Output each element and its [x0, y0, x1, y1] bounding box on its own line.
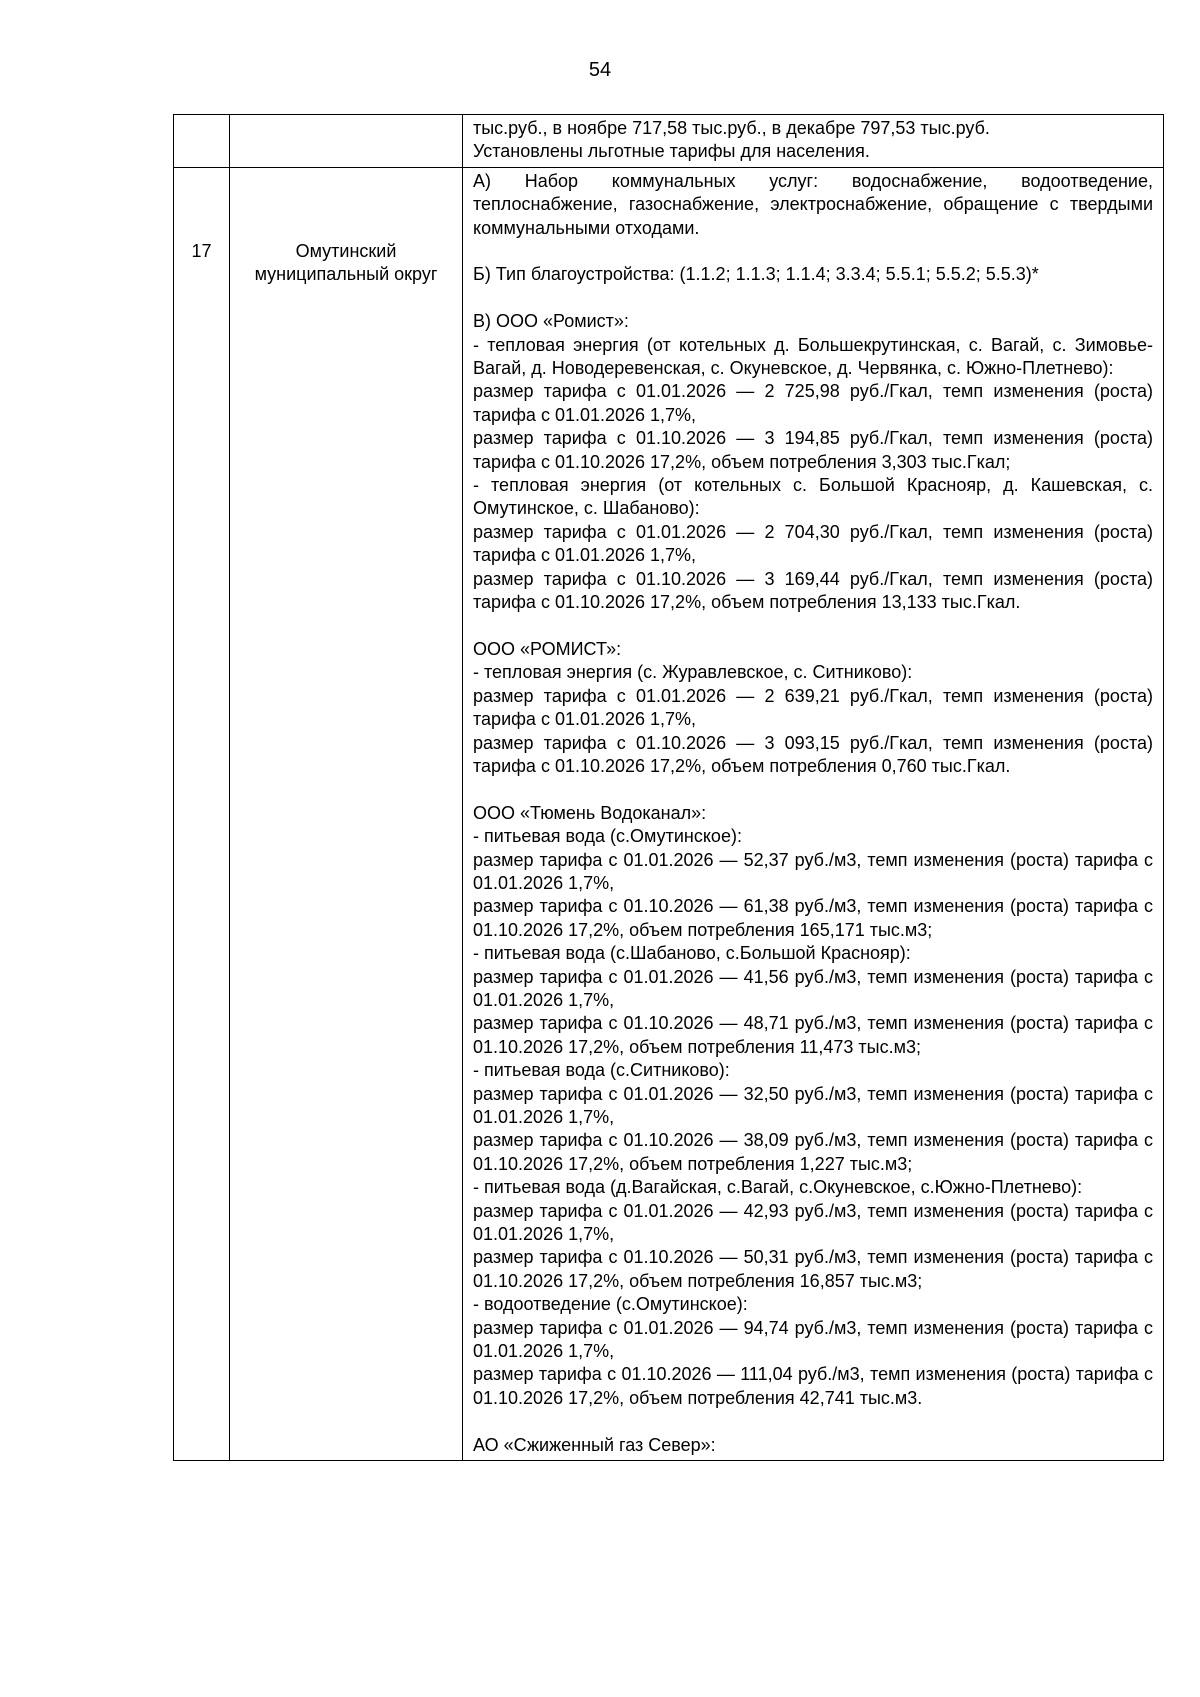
page-number: 54 [588, 59, 612, 81]
paragraph: А) Набор коммунальных услуг: водоснабжение, водоотведение, теплоснабжение, газоснабжение, электроснабжение, обращение с твердыми коммунальными отходами. [473, 170, 1153, 238]
section-services [473, 170, 1153, 240]
paragraph: В) ООО «Ромист»: [473, 311, 629, 332]
paragraph: Б) Тип благоустройства: (1.1.2; 1.1.3; 1.1.4; 3.3.4; 5.5.1; 5.5.2; 5.5.3)* [473, 264, 1039, 285]
section-liquefied-gas [473, 1434, 1153, 1457]
table-row-continuation [174, 115, 1164, 168]
paragraph: размер тарифа с 01.10.2026 — 61,38 руб./м3, темп изменения (роста) тарифа с 01.10.2026 17,2%, объем потребления 165,171 тыс.м3; [473, 896, 1153, 940]
paragraph: - тепловая энергия (от котельных с. Большой Краснояр, д. Кашевская, с. Омутинское, с. Шабаново): [473, 475, 1153, 519]
cell-content-continuation [463, 115, 1164, 168]
continuation-line: Установлены льготные тарифы для населения. [473, 141, 870, 162]
cell-row-number: 17 [174, 167, 230, 1460]
section-romist-heat [473, 310, 1153, 614]
section-gap [473, 287, 1153, 310]
paragraph: размер тарифа с 01.01.2026 — 2 639,21 руб./Гкал, темп изменения (роста) тарифа с 01.01.2026 1,7%, [473, 685, 1153, 730]
paragraph: - питьевая вода (с.Шабаново, с.Большой Краснояр): [473, 943, 911, 964]
paragraph: размер тарифа с 01.10.2026 — 50,31 руб./м3, темп изменения (роста) тарифа с 01.10.2026 17,2%, объем потребления 16,857 тыс.м3; [473, 1247, 1153, 1291]
paragraph: ООО «Тюмень Водоканал»: [473, 802, 707, 823]
paragraph: размер тарифа с 01.01.2026 — 52,37 руб./м3, темп изменения (роста) тарифа с 01.01.2026 1,7%, [473, 849, 1153, 893]
paragraph: размер тарифа с 01.10.2026 — 3 194,85 руб./Гкал, темп изменения (роста) тарифа с 01.10.2026 17,2%, объем потребления 3,303 тыс.Гкал; [473, 428, 1153, 472]
continuation-line: тыс.руб., в ноябре 717,58 тыс.руб., в декабре 797,53 тыс.руб. [473, 118, 990, 138]
cell-district-name: Омутинский муниципальный округ [230, 167, 463, 1460]
paragraph: размер тарифа с 01.01.2026 — 2 704,30 руб./Гкал, темп изменения (роста) тарифа с 01.01.2026 1,7%, [473, 521, 1153, 566]
paragraph: - питьевая вода (с.Омутинское): [473, 826, 742, 847]
paragraph: размер тарифа с 01.10.2026 — 38,09 руб./м3, темп изменения (роста) тарифа с 01.10.2026 17,2%, объем потребления 1,227 тыс.м3; [473, 1130, 1153, 1174]
paragraph: размер тарифа с 01.01.2026 — 42,93 руб./м3, темп изменения (роста) тарифа с 01.01.2026 1,7%, [473, 1200, 1153, 1245]
section-gap [473, 240, 1153, 263]
paragraph: размер тарифа с 01.01.2026 — 41,56 руб./м3, темп изменения (роста) тарифа с 01.01.2026 1,7%, [473, 966, 1153, 1010]
section-gap [473, 1410, 1153, 1433]
paragraph: размер тарифа с 01.01.2026 — 94,74 руб./м3, темп изменения (роста) тарифа с 01.01.2026 1,7%, [473, 1317, 1153, 1362]
paragraph: размер тарифа с 01.10.2026 — 111,04 руб./м3, темп изменения (роста) тарифа с 01.10.2026 17,2%, объем потребления 42,741 тыс.м3. [473, 1364, 1153, 1408]
paragraph: - тепловая энергия (с. Журавлевское, с. Ситниково): [473, 662, 913, 683]
paragraph: размер тарифа с 01.01.2026 — 2 725,98 руб./Гкал, темп изменения (роста) тарифа с 01.01.2026 1,7%, [473, 381, 1153, 425]
paragraph: - тепловая энергия (от котельных д. Большекрутинская, с. Вагай, с. Зимовье-Вагай, д. Новодеревенская, с. Окуневское, д. Червянка, с. Южно-Плетнево): [473, 334, 1153, 379]
section-gap [473, 615, 1153, 638]
paragraph: - водоотведение (с.Омутинское): [473, 1294, 748, 1315]
paragraph: размер тарифа с 01.10.2026 — 3 093,15 руб./Гкал, темп изменения (роста) тарифа с 01.10.2026 17,2%, объем потребления 0,760 тыс.Гкал. [473, 732, 1153, 776]
paragraph: размер тарифа с 01.10.2026 — 3 169,44 руб./Гкал, темп изменения (роста) тарифа с 01.10.2026 17,2%, объем потребления 13,133 тыс.Гкал. [473, 568, 1153, 613]
paragraph: размер тарифа с 01.01.2026 — 32,50 руб./м3, темп изменения (роста) тарифа с 01.01.2026 1,7%, [473, 1083, 1153, 1127]
paragraph: - питьевая вода (д.Вагайская, с.Вагай, с.Окуневское, с.Южно-Плетнево): [473, 1177, 1083, 1198]
cell-content [463, 167, 1164, 1460]
paragraph: АО «Сжиженный газ Север»: [473, 1434, 716, 1455]
paragraph: - питьевая вода (с.Ситниково): [473, 1060, 730, 1081]
table-row-17 [174, 167, 1164, 1460]
paragraph: ООО «РОМИСТ»: [473, 638, 622, 659]
section-romist-upper-heat [473, 638, 1153, 778]
section-improvement-type [473, 263, 1153, 286]
tariff-table [173, 114, 1164, 1461]
cell-district-empty [230, 115, 463, 168]
paragraph: размер тарифа с 01.10.2026 — 48,71 руб./м3, темп изменения (роста) тарифа с 01.10.2026 17,2%, объем потребления 11,473 тыс.м3; [473, 1013, 1153, 1057]
section-gap [473, 778, 1153, 801]
cell-number-empty [174, 115, 230, 168]
section-tyumen-vodokanal [473, 802, 1153, 1411]
